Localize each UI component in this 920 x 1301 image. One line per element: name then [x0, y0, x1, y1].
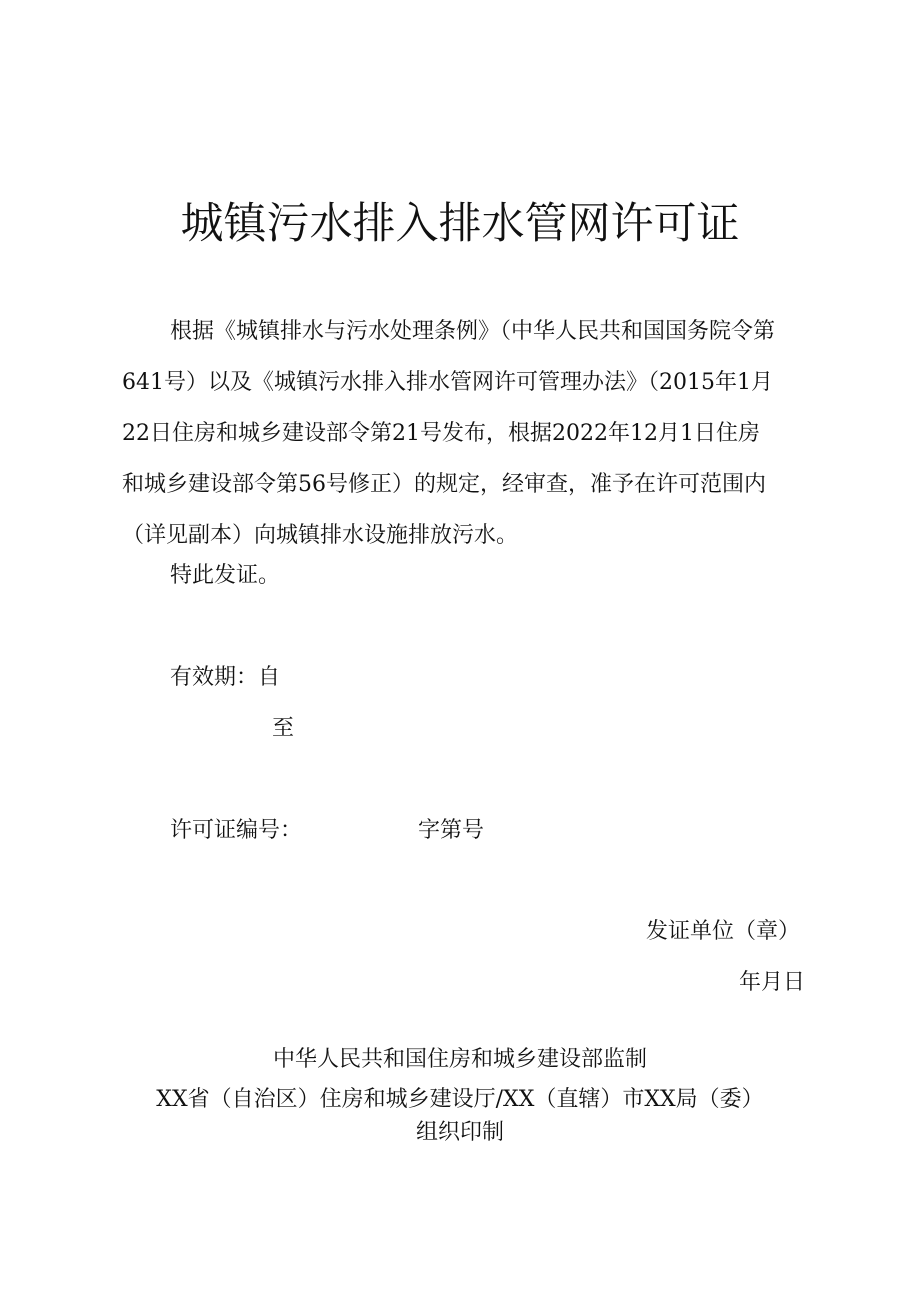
- paragraph-line: 641号）以及《城镇污水排入排水管网许可管理办法》（2015年1月: [122, 370, 773, 395]
- license-number-label: 许可证编号：: [170, 818, 303, 843]
- paragraph-line: （详见副本）向城镇排水设施排放污水。: [122, 523, 519, 548]
- validity-to: 至: [272, 716, 295, 741]
- footer-organizer: XX省（自治区）住房和城乡建设厅/XX（直辖）市XX局（委）: [156, 1087, 764, 1112]
- license-number-suffix: 字第号: [418, 818, 485, 843]
- date-label: 年月日: [739, 970, 806, 995]
- validity-label: 有效期：自: [170, 665, 281, 690]
- main-paragraph: [122, 306, 812, 561]
- document-title: 城镇污水排入排水管网许可证: [180, 199, 740, 249]
- issuer-label: 发证单位（章）: [646, 919, 801, 944]
- footer-supervisor: 中华人民共和国住房和城乡建设部监制: [272, 1047, 647, 1072]
- paragraph-line: 根据《城镇排水与污水处理条例》（中华人民共和国国务院令第: [170, 319, 776, 344]
- issued-statement: 特此发证。: [170, 563, 281, 588]
- paragraph-line: 和城乡建设部令第56号修正）的规定，经审查，准予在许可范围内: [122, 472, 766, 497]
- paragraph-line: 22日住房和城乡建设部令第21号发布，根据2022年12月1日住房: [122, 421, 760, 446]
- footer-printing: 组织印制: [415, 1120, 504, 1145]
